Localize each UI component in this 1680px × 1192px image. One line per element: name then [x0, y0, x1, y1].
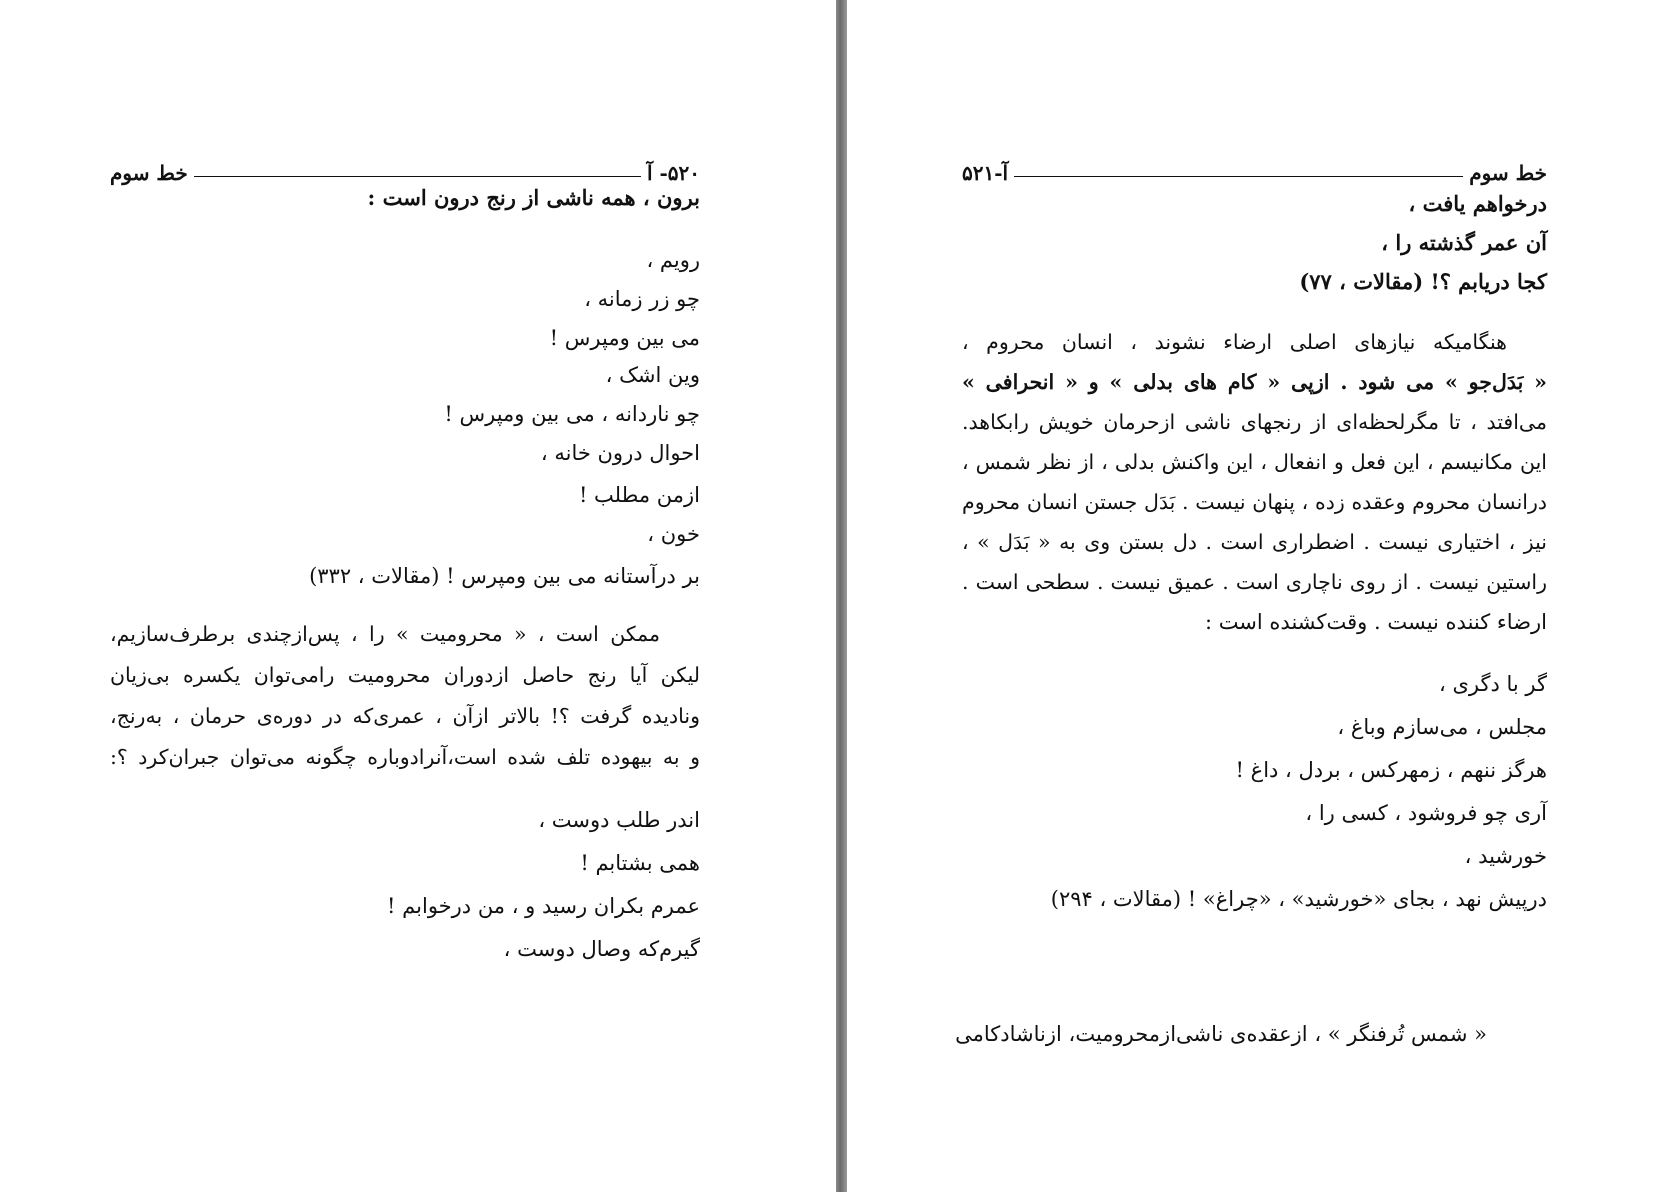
right-verse [962, 672, 1547, 911]
verse-line: ازمن مطلب ! [578, 483, 700, 507]
left-verse-1 [110, 248, 700, 588]
right-last-line [955, 1022, 1547, 1046]
right-page [955, 0, 1547, 1192]
paragraph-line: لیکن آیا رنج حاصل ازدوران محرومیت رامی‌توان یکسره بی‌زیان [110, 663, 700, 687]
left-paragraph [110, 622, 700, 769]
right-paragraph [962, 330, 1547, 634]
verse-line: مجلس ، می‌سازم وباغ ، [1337, 715, 1547, 739]
left-page [110, 0, 700, 1192]
paragraph-line: این مکانیسم ، این فعل و انفعال ، این واکنش بدلی ، از نظر شمس ، [962, 450, 1547, 474]
right-running-title: خط سوم [1469, 161, 1547, 185]
paragraph-line: راستین نیست . از روی ناچاری است . عمیق نیست . سطحی است . [962, 570, 1547, 594]
text-line: برون ، همه ناشی از رنج درون است : [367, 185, 700, 210]
verse-line-citation: درپیش نهد ، بجای «خورشید» ، «چراغ» ! (مقالات ، ۲۹۴) [1050, 887, 1547, 911]
paragraph-line: درانسان محروم وعقده زده ، پنهان نیست . بَدَل جستن انسان محروم [962, 490, 1547, 514]
verse-line: آری چو فروشود ، کسی را ، [1305, 801, 1547, 825]
paragraph-line: و به بیهوده تلف شده است،آنرادوباره چگونه می‌توان جبران‌کرد ؟: [110, 745, 700, 769]
verse-line: آن عمر گذشته را ، [1381, 230, 1547, 255]
verse-line: رویم ، [646, 248, 700, 272]
verse-line-citation: بر درآستانه می بین ومپرس ! (مقالات ، ۳۳۲) [309, 564, 700, 588]
verse-line: گیرم‌که وصال دوست ، [503, 937, 700, 961]
verse-line: عمرم بکران رسید و ، من درخوابم ! [387, 894, 700, 918]
text-line: « شمس تُرفنگر » ، ازعقده‌ی ناشی‌ازمحرومیت، ازناشادکامی [955, 1022, 1487, 1046]
verse-line: وین اشک ، [605, 363, 700, 387]
verse-line: گر با دگری ، [1438, 672, 1547, 696]
verse-line: هرگز ننهم ، زمهرکس ، بردل ، داغ ! [1235, 758, 1547, 782]
verse-line: چو ناردانه ، می بین ومپرس ! [444, 402, 700, 426]
verse-line: احوال درون خانه ، [540, 441, 700, 465]
paragraph-line: ممکن است ، « محرومیت » را ، پس‌ازچندی برطرف‌سازیم، [110, 622, 660, 646]
verse-line: خورشید ، [1464, 844, 1547, 868]
paragraph-line: « بَدَل‌جو » می شود . ازپی « کام های بدلی » و « انحرافی » [962, 370, 1547, 394]
verse-line: درخواهم یافت ، [1408, 191, 1547, 216]
paragraph-line: می‌افتد ، تا مگرلحظه‌ای از رنجهای ناشی ازحرمان خویش رابکاهد. [962, 410, 1547, 434]
header-rule [194, 176, 641, 177]
verse-line: چو زر زمانه ، [584, 287, 700, 311]
paragraph-line: نیز ، اختیاری نیست . اضطراری است . دل بستن وی به « بَدَل » ، [962, 530, 1547, 554]
right-verse-top [962, 192, 1547, 294]
left-verse-2 [110, 808, 700, 961]
right-page-number: آ-۵۲۱ [962, 161, 1009, 185]
paragraph-line: هنگامیکه نیازهای اصلی ارضاء نشوند ، انسان محروم ، [962, 330, 1507, 354]
left-body [110, 186, 700, 210]
verse-line: خون ، [647, 522, 700, 546]
book-spine [836, 0, 847, 1192]
verse-line-citation: کجا دریابم ؟! (مقالات ، ۷۷) [1299, 269, 1547, 294]
header-rule [1014, 176, 1463, 177]
right-page-header [962, 155, 1547, 185]
paragraph-line-last: ارضاء کننده نیست . وقت‌کشنده است : [1204, 610, 1547, 634]
left-page-number: ۵۲۰- آ [646, 161, 700, 185]
paragraph-line: ونادیده گرفت ؟! بالاتر ازآن ، عمری‌که در دوره‌ی حرمان ، به‌رنج، [110, 704, 700, 728]
left-running-title: خط سوم [110, 161, 188, 185]
verse-line: می بین ومپرس ! [549, 326, 700, 350]
verse-line: اندر طلب دوست ، [538, 808, 700, 832]
verse-line: همی بشتابم ! [580, 851, 700, 875]
left-page-header [110, 155, 700, 185]
